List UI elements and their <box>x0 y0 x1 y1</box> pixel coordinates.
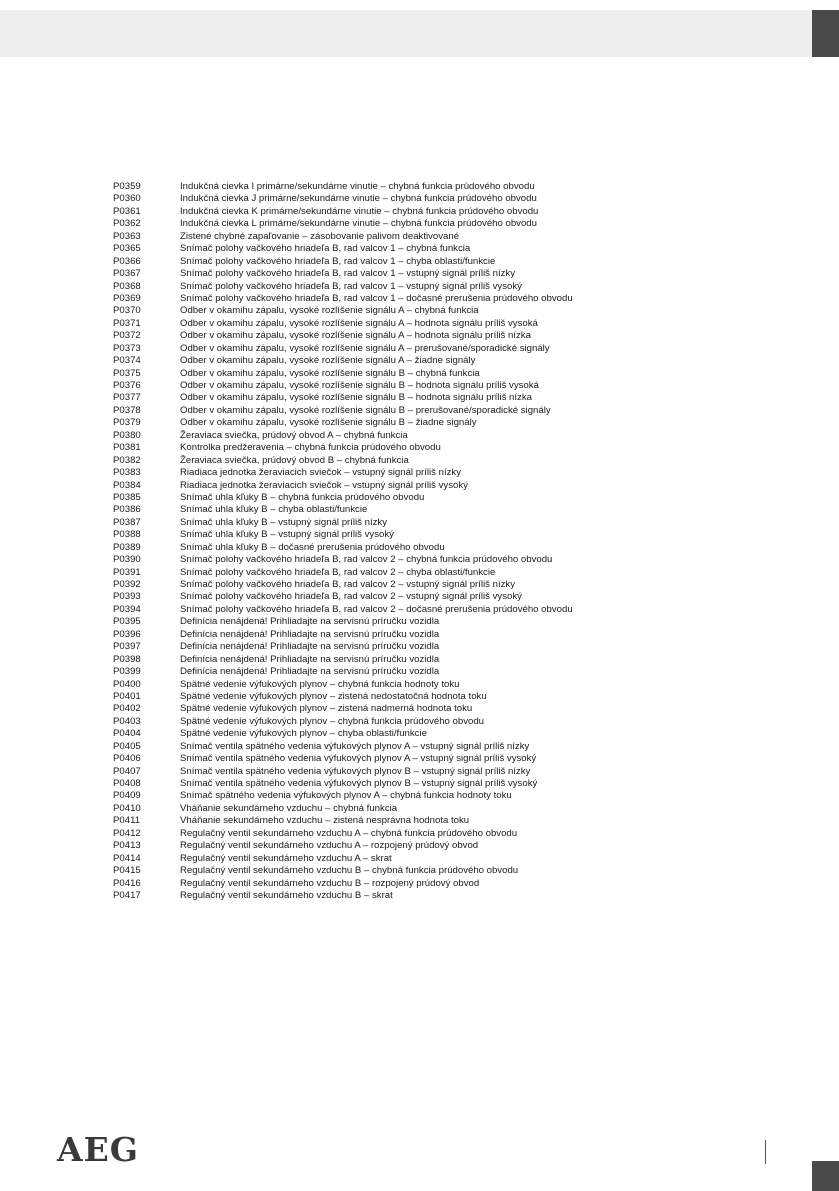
code-row <box>113 355 573 367</box>
error-description: Odber v okamihu zápalu, vysoké rozlíšenie signálu B – hodnota signálu príliš vysoká <box>180 380 539 391</box>
code-row <box>113 392 573 404</box>
error-code: P0386 <box>113 504 141 516</box>
code-row <box>113 604 573 616</box>
error-description: Vháňanie sekundárneho vzduchu – chybná funkcia <box>180 802 398 814</box>
error-description: Spätné vedenie výfukových plynov – zistená nedostatočná hodnota toku <box>180 690 487 702</box>
error-description: Kontrolka predžeravenia – chybná funkcia prúdového obvodu <box>180 442 441 454</box>
error-code: P0416 <box>113 877 141 889</box>
error-code: P0406 <box>113 753 141 765</box>
error-description: Regulačný ventil sekundárneho vzduchu A – chybná funkcia prúdového obvodu <box>180 827 518 839</box>
error-description: Odber v okamihu zápalu, vysoké rozlíšenie signálu A – hodnota signálu príliš vysoká <box>180 317 538 329</box>
error-description: Snímač polohy vačkového hriadeľa B, rad valcov 2 – chybná funkcia prúdového obvodu <box>180 554 553 566</box>
error-code: P0401 <box>113 690 141 702</box>
error-description: Spätné vedenie výfukových plynov – chybná funkcia prúdového obvodu <box>180 715 485 727</box>
code-row <box>113 728 573 740</box>
error-description: Žeraviaca sviečka, prúdový obvod B – chybná funkcia <box>180 454 409 466</box>
error-description: Indukčná cievka J primárne/sekundárne vinutie – chybná funkcia prúdového obvodu <box>180 193 537 205</box>
error-code: P0359 <box>113 181 141 192</box>
error-description: Snímač uhla kľuky B – chybná funkcia prúdového obvodu <box>180 491 425 503</box>
error-description: Odber v okamihu zápalu, vysoké rozlíšenie signálu B – prerušované/sporadické signály <box>180 404 551 416</box>
error-code: P0375 <box>113 367 141 379</box>
code-row <box>113 492 573 504</box>
code-row <box>113 591 573 603</box>
code-row <box>113 815 573 827</box>
error-description: Definícia nenájdená! Prihliadajte na servisnú príručku vozidla <box>180 641 440 653</box>
error-description: Spätné vedenie výfukových plynov – zistená nadmerná hodnota toku <box>180 703 473 715</box>
code-row <box>113 840 573 852</box>
code-row <box>113 716 573 728</box>
error-code: P0368 <box>113 280 141 292</box>
code-row <box>113 368 573 380</box>
code-row <box>113 442 573 454</box>
code-row <box>113 293 573 305</box>
error-code-list <box>113 181 573 902</box>
error-description: Snímač polohy vačkového hriadeľa B, rad valcov 1 – dočasné prerušenia prúdového obvodu <box>180 292 573 304</box>
error-description: Odber v okamihu zápalu, vysoké rozlíšenie signálu B – hodnota signálu príliš nízka <box>180 392 532 404</box>
error-code: P0393 <box>113 591 141 603</box>
code-row <box>113 330 573 342</box>
code-row <box>113 766 573 778</box>
code-row <box>113 579 573 591</box>
code-row <box>113 256 573 268</box>
error-code: P0382 <box>113 454 141 466</box>
code-row <box>113 206 573 218</box>
error-code: P0404 <box>113 728 141 740</box>
error-code: P0371 <box>113 317 141 329</box>
error-description: Snímač ventila spätného vedenia výfukových plynov B – vstupný signál príliš vysoký <box>180 778 538 789</box>
error-description: Regulačný ventil sekundárneho vzduchu B – chybná funkcia prúdového obvodu <box>180 865 519 877</box>
code-row <box>113 691 573 703</box>
error-code: P0414 <box>113 852 141 864</box>
error-code: P0360 <box>113 193 141 205</box>
code-row <box>113 542 573 554</box>
code-row <box>113 828 573 840</box>
error-description: Snímač spätného vedenia výfukových plynov A – chybná funkcia hodnoty toku <box>180 790 512 802</box>
brand-logo: AEG <box>57 1130 139 1169</box>
error-description: Definícia nenájdená! Prihliadajte na servisnú príručku vozidla <box>180 628 440 640</box>
error-code: P0367 <box>113 268 141 280</box>
error-description: Snímač polohy vačkového hriadeľa B, rad valcov 1 – chybná funkcia <box>180 243 471 255</box>
error-code: P0392 <box>113 579 141 590</box>
error-code: P0410 <box>113 802 141 814</box>
code-row <box>113 616 573 628</box>
error-code: P0408 <box>113 778 141 789</box>
code-row <box>113 741 573 753</box>
code-row <box>113 803 573 815</box>
error-description: Regulačný ventil sekundárneho vzduchu B – skrat <box>180 889 393 901</box>
error-code: P0391 <box>113 566 141 578</box>
error-description: Regulačný ventil sekundárneho vzduchu A – rozpojený prúdový obvod <box>180 840 479 852</box>
error-code: P0373 <box>113 342 141 354</box>
error-code: P0417 <box>113 889 141 901</box>
error-description: Indukčná cievka I primárne/sekundárne vinutie – chybná funkcia prúdového obvodu <box>180 181 535 192</box>
error-code: P0396 <box>113 628 141 640</box>
code-row <box>113 890 573 902</box>
error-code: P0385 <box>113 491 141 503</box>
error-description: Definícia nenájdená! Prihliadajte na servisnú príručku vozidla <box>180 616 440 628</box>
error-code: P0377 <box>113 392 141 404</box>
error-description: Snímač polohy vačkového hriadeľa B, rad valcov 1 – vstupný signál príliš nízky <box>180 268 516 280</box>
error-description: Snímač polohy vačkového hriadeľa B, rad valcov 1 – chyba oblasti/funkcie <box>180 255 496 267</box>
code-row <box>113 218 573 230</box>
code-row <box>113 405 573 417</box>
code-row <box>113 243 573 255</box>
error-code: P0398 <box>113 653 141 665</box>
code-row <box>113 753 573 765</box>
code-row <box>113 529 573 541</box>
header-band <box>0 10 812 57</box>
error-code: P0376 <box>113 380 141 391</box>
error-code: P0402 <box>113 703 141 715</box>
error-description: Snímač ventila spätného vedenia výfukových plynov A – vstupný signál príliš vysoký <box>180 753 537 765</box>
error-code: P0384 <box>113 479 141 491</box>
error-code: P0381 <box>113 442 141 454</box>
code-row <box>113 318 573 330</box>
error-description: Snímač uhla kľuky B – dočasné prerušenia prúdového obvodu <box>180 541 445 553</box>
code-row <box>113 281 573 293</box>
error-code: P0390 <box>113 554 141 566</box>
error-code: P0395 <box>113 616 141 628</box>
error-description: Snímač polohy vačkového hriadeľa B, rad valcov 2 – vstupný signál príliš nízky <box>180 579 516 590</box>
page-corner-tab-top <box>812 10 839 57</box>
code-row <box>113 778 573 790</box>
error-description: Odber v okamihu zápalu, vysoké rozlíšenie signálu A – chybná funkcia <box>180 305 479 317</box>
code-row <box>113 343 573 355</box>
error-description: Definícia nenájdená! Prihliadajte na servisnú príručku vozidla <box>180 666 440 678</box>
code-row <box>113 181 573 193</box>
error-code: P0412 <box>113 827 141 839</box>
code-row <box>113 790 573 802</box>
error-code: P0378 <box>113 404 141 416</box>
error-code: P0361 <box>113 205 141 217</box>
error-description: Regulačný ventil sekundárneho vzduchu A – skrat <box>180 852 392 864</box>
error-description: Regulačný ventil sekundárneho vzduchu B – rozpojený prúdový obvod <box>180 877 480 889</box>
error-description: Odber v okamihu zápalu, vysoké rozlíšenie signálu A – prerušované/sporadické signály <box>180 342 550 354</box>
error-code: P0403 <box>113 715 141 727</box>
error-description: Odber v okamihu zápalu, vysoké rozlíšenie signálu B – chybná funkcia <box>180 367 480 379</box>
code-row <box>113 853 573 865</box>
error-description: Indukčná cievka K primárne/sekundárne vinutie – chybná funkcia prúdového obvodu <box>180 205 539 217</box>
page-corner-tab-bottom <box>812 1161 839 1191</box>
footer-divider <box>765 1140 766 1164</box>
error-description: Riadiaca jednotka žeraviacich sviečok – vstupný signál príliš vysoký <box>180 479 468 491</box>
code-row <box>113 654 573 666</box>
error-code: P0389 <box>113 541 141 553</box>
error-description: Spätné vedenie výfukových plynov – chybná funkcia hodnoty toku <box>180 678 460 690</box>
error-code: P0366 <box>113 255 141 267</box>
error-description: Odber v okamihu zápalu, vysoké rozlíšenie signálu A – hodnota signálu príliš nízka <box>180 330 531 342</box>
code-row <box>113 703 573 715</box>
code-row <box>113 666 573 678</box>
code-row <box>113 878 573 890</box>
error-description: Snímač ventila spätného vedenia výfukových plynov B – vstupný signál príliš nízky <box>180 765 531 777</box>
code-row <box>113 231 573 243</box>
error-description: Spätné vedenie výfukových plynov – chyba oblasti/funkcie <box>180 728 427 740</box>
code-row <box>113 554 573 566</box>
error-code: P0388 <box>113 529 141 541</box>
error-code: P0380 <box>113 429 141 441</box>
error-code: P0394 <box>113 603 141 615</box>
code-row <box>113 268 573 280</box>
error-code: P0372 <box>113 330 141 342</box>
code-row <box>113 504 573 516</box>
error-code: P0383 <box>113 467 141 479</box>
error-code: P0413 <box>113 840 141 852</box>
error-description: Indukčná cievka L primárne/sekundárne vinutie – chybná funkcia prúdového obvodu <box>180 218 537 230</box>
error-code: P0362 <box>113 218 141 230</box>
error-description: Snímač polohy vačkového hriadeľa B, rad valcov 2 – vstupný signál príliš vysoký <box>180 591 522 603</box>
code-row <box>113 480 573 492</box>
error-description: Definícia nenájdená! Prihliadajte na servisnú príručku vozidla <box>180 653 440 665</box>
error-description: Snímač polohy vačkového hriadeľa B, rad valcov 2 – chyba oblasti/funkcie <box>180 566 496 578</box>
error-code: P0397 <box>113 641 141 653</box>
error-code: P0363 <box>113 230 141 242</box>
error-description: Vháňanie sekundárneho vzduchu – zistená nesprávna hodnota toku <box>180 815 470 827</box>
error-description: Snímač polohy vačkového hriadeľa B, rad valcov 2 – dočasné prerušenia prúdového obvodu <box>180 603 573 615</box>
code-row <box>113 455 573 467</box>
code-row <box>113 193 573 205</box>
error-code: P0415 <box>113 865 141 877</box>
error-description: Odber v okamihu zápalu, vysoké rozlíšenie signálu B – žiadne signály <box>180 417 477 429</box>
error-description: Snímač polohy vačkového hriadeľa B, rad valcov 1 – vstupný signál príliš vysoký <box>180 280 522 292</box>
error-code: P0405 <box>113 740 141 752</box>
error-code: P0387 <box>113 516 141 528</box>
code-row <box>113 517 573 529</box>
error-code: P0365 <box>113 243 141 255</box>
error-description: Snímač ventila spätného vedenia výfukových plynov A – vstupný signál príliš nízky <box>180 740 530 752</box>
code-row <box>113 567 573 579</box>
error-code: P0379 <box>113 417 141 429</box>
error-description: Riadiaca jednotka žeraviacich sviečok – vstupný signál príliš nízky <box>180 467 462 479</box>
error-description: Odber v okamihu zápalu, vysoké rozlíšenie signálu A – žiadne signály <box>180 355 476 367</box>
code-row <box>113 629 573 641</box>
error-description: Zistené chybné zapaľovanie – zásobovanie palivom deaktivované <box>180 230 460 242</box>
error-code: P0369 <box>113 292 141 304</box>
code-row <box>113 305 573 317</box>
code-row <box>113 679 573 691</box>
error-code: P0374 <box>113 355 141 367</box>
error-code: P0399 <box>113 666 141 678</box>
code-row <box>113 430 573 442</box>
error-description: Snímač uhla kľuky B – vstupný signál príliš nízky <box>180 516 388 528</box>
code-row <box>113 380 573 392</box>
error-code: P0400 <box>113 678 141 690</box>
error-code: P0370 <box>113 305 141 317</box>
error-code: P0411 <box>113 815 141 827</box>
code-row <box>113 865 573 877</box>
error-description: Žeraviaca sviečka, prúdový obvod A – chybná funkcia <box>180 429 408 441</box>
code-row <box>113 641 573 653</box>
code-row <box>113 417 573 429</box>
error-description: Snímač uhla kľuky B – vstupný signál príliš vysoký <box>180 529 394 541</box>
error-description: Snímač uhla kľuky B – chyba oblasti/funkcie <box>180 504 368 516</box>
error-code: P0409 <box>113 790 141 802</box>
error-code: P0407 <box>113 765 141 777</box>
code-row <box>113 467 573 479</box>
